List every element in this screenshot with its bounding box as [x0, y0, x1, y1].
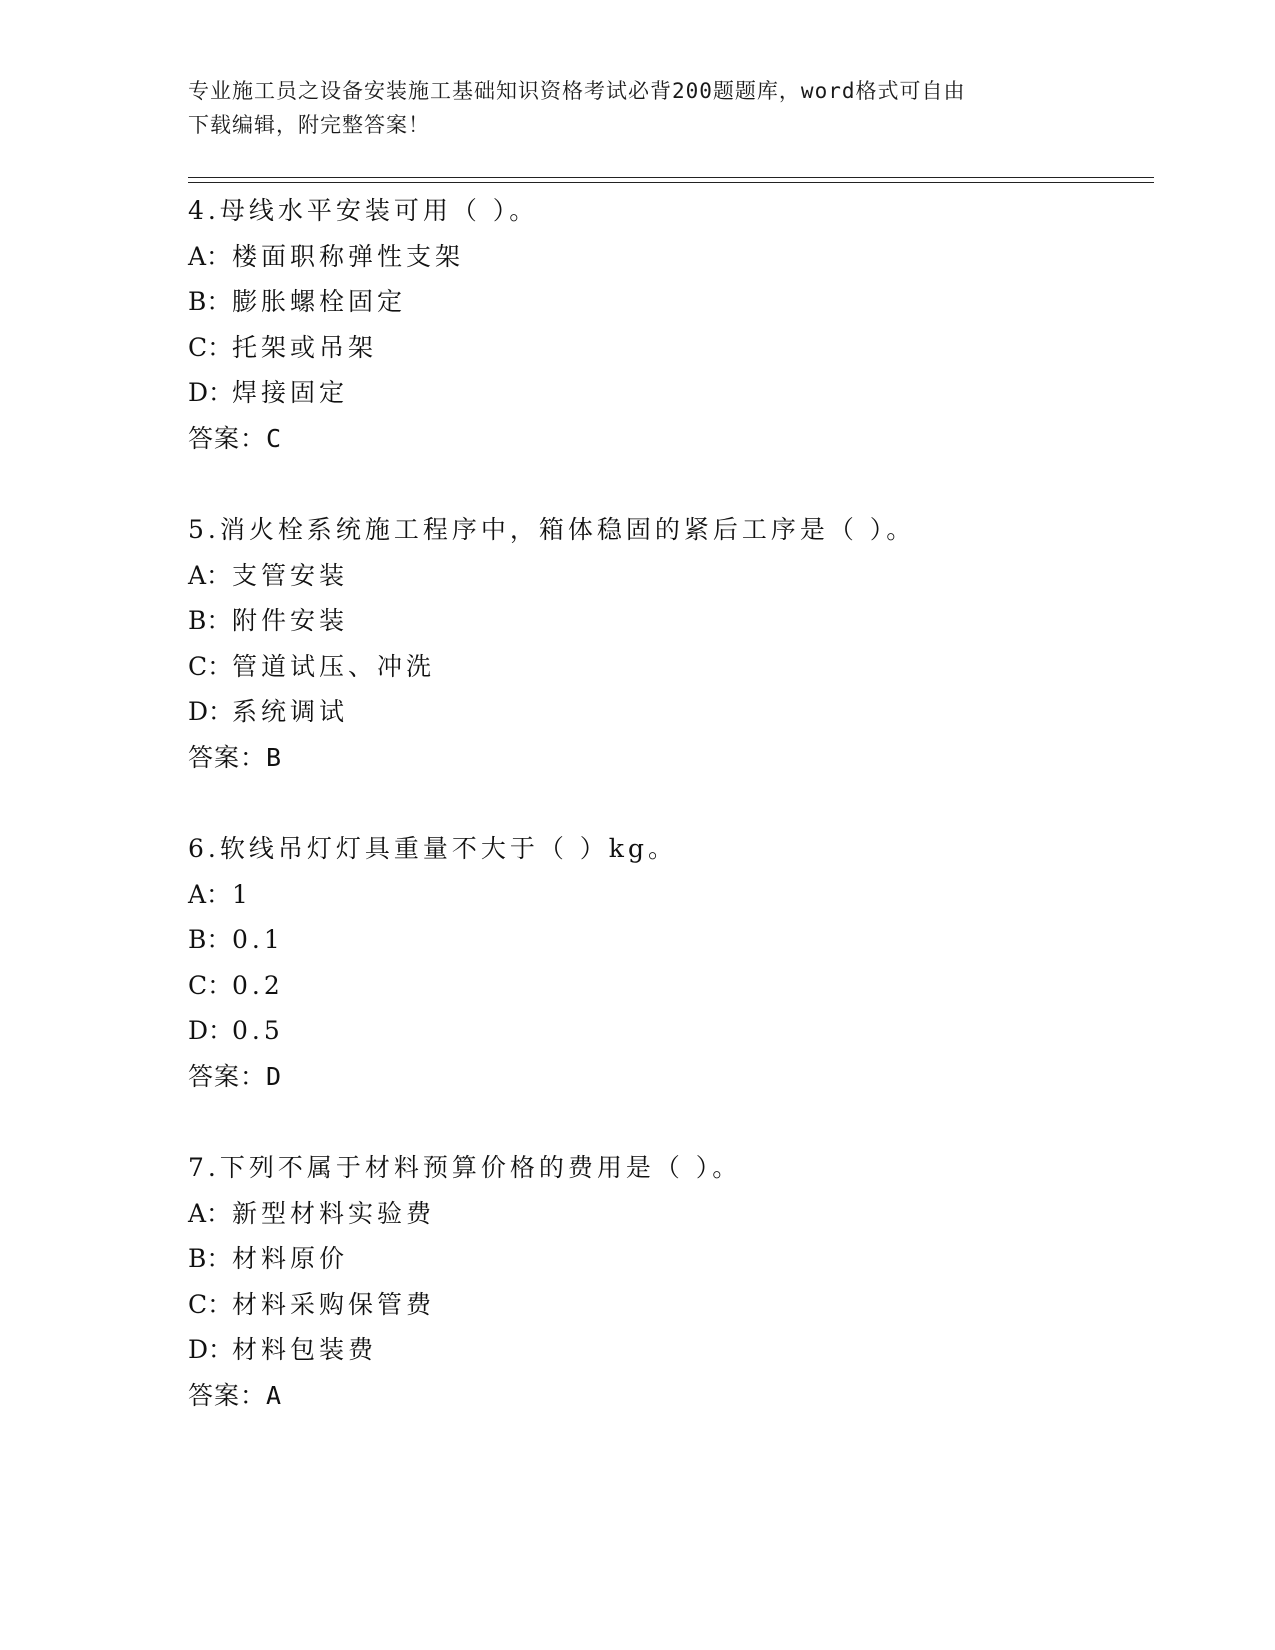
option-label: A：	[188, 560, 232, 590]
option-label: A：	[188, 241, 232, 271]
option-text: 1	[232, 879, 252, 909]
answer-value: A	[266, 1380, 283, 1410]
option-label: D：	[188, 378, 234, 408]
option-text: 焊接固定	[232, 378, 349, 408]
answer	[188, 416, 1154, 462]
option-text: 0.1	[232, 925, 284, 955]
option-label: D：	[188, 1335, 234, 1365]
option-d	[188, 689, 1154, 735]
option-b	[188, 917, 1154, 963]
option-b	[188, 598, 1154, 644]
option-label: B：	[188, 606, 232, 636]
question-4	[188, 188, 1154, 507]
option-text: 膨胀螺栓固定	[232, 287, 407, 317]
option-text: 材料原价	[232, 1244, 349, 1274]
option-text: 附件安装	[232, 606, 349, 636]
option-text: 管道试压、冲洗	[232, 651, 436, 681]
header-divider-top	[188, 177, 1154, 178]
option-d	[188, 1327, 1154, 1373]
option-d	[188, 370, 1154, 416]
header-divider-bottom	[188, 182, 1154, 183]
option-a	[188, 1191, 1154, 1237]
answer-value: C	[266, 423, 283, 453]
question-5	[188, 507, 1154, 826]
answer-value: B	[266, 742, 283, 772]
option-d	[188, 1008, 1154, 1054]
option-c	[188, 963, 1154, 1009]
option-label: B：	[188, 287, 232, 317]
option-text: 材料采购保管费	[232, 1289, 436, 1319]
answer	[188, 1054, 1154, 1100]
option-label: C：	[188, 1289, 233, 1319]
question-list	[188, 188, 1154, 1464]
question-stem: 4.母线水平安装可用（ ）。	[188, 196, 539, 225]
option-label: D：	[188, 1016, 234, 1046]
document-header	[188, 74, 1088, 142]
option-label: A：	[188, 1198, 232, 1228]
question-7	[188, 1145, 1154, 1464]
question-stem: 6.软线吊灯灯具重量不大于（ ）kg。	[188, 834, 677, 863]
option-a	[188, 234, 1154, 280]
option-label: B：	[188, 925, 232, 955]
option-b	[188, 1236, 1154, 1282]
option-text: 新型材料实验费	[232, 1198, 436, 1228]
option-text: 0.2	[232, 970, 284, 1000]
option-c	[188, 1282, 1154, 1328]
option-label: A：	[188, 879, 232, 909]
option-text: 托架或吊架	[232, 332, 378, 362]
option-text: 材料包装费	[232, 1335, 378, 1365]
answer-label: 答案：	[188, 423, 267, 453]
question-stem: 5.消火栓系统施工程序中，箱体稳固的紧后工序是（ ）。	[188, 515, 916, 544]
option-c	[188, 325, 1154, 371]
option-a	[188, 553, 1154, 599]
answer-label: 答案：	[188, 1061, 267, 1091]
answer-value: D	[266, 1061, 283, 1091]
option-b	[188, 279, 1154, 325]
option-label: B：	[188, 1244, 232, 1274]
question-6	[188, 826, 1154, 1145]
option-label: D：	[188, 697, 234, 727]
option-text: 支管安装	[232, 560, 349, 590]
answer	[188, 735, 1154, 781]
question-stem: 7.下列不属于材料预算价格的费用是（ ）。	[188, 1153, 742, 1182]
option-a	[188, 872, 1154, 918]
option-c	[188, 644, 1154, 690]
option-text: 系统调试	[232, 697, 349, 727]
header-line-1: 专业施工员之设备安装施工基础知识资格考试必背200题题库，word格式可自由	[188, 79, 966, 103]
answer-label: 答案：	[188, 742, 267, 772]
option-text: 0.5	[232, 1016, 284, 1046]
option-label: C：	[188, 332, 233, 362]
option-label: C：	[188, 651, 233, 681]
option-text: 楼面职称弹性支架	[232, 241, 465, 271]
option-label: C：	[188, 970, 233, 1000]
answer-label: 答案：	[188, 1380, 267, 1410]
answer	[188, 1373, 1154, 1419]
header-line-2: 下载编辑，附完整答案！	[188, 113, 430, 137]
